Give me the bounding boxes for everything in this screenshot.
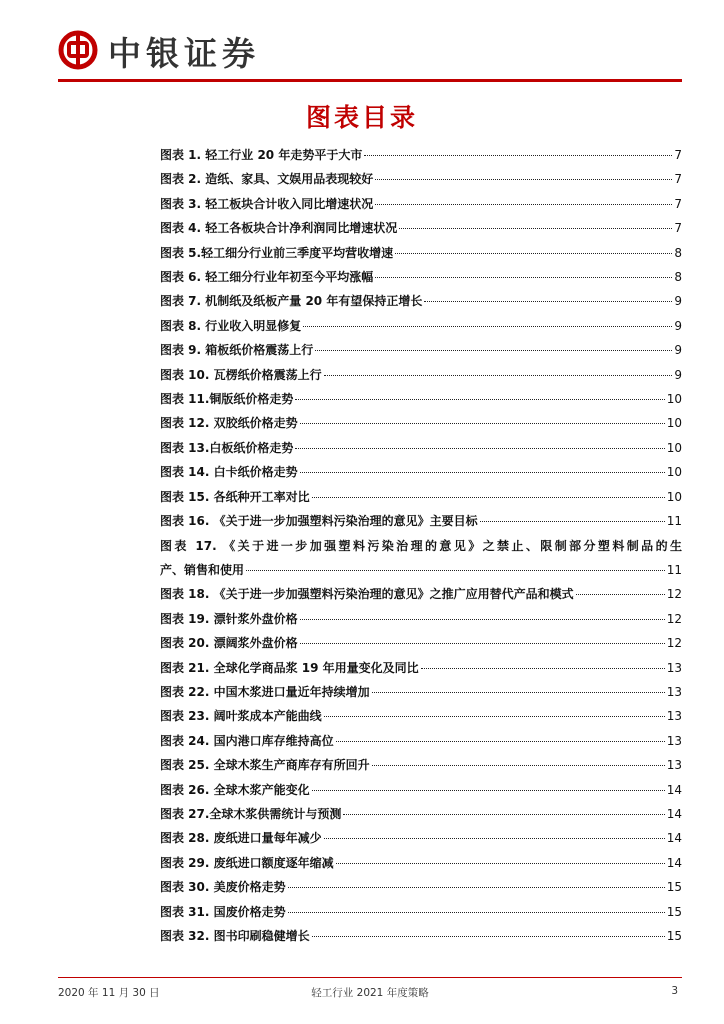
- toc-entry[interactable]: [160, 143, 682, 167]
- toc-entry[interactable]: [160, 607, 682, 631]
- toc-entry-page: 14: [666, 806, 682, 821]
- dot-leader: [336, 741, 665, 742]
- bank-of-china-logo-icon: [58, 30, 98, 70]
- toc-entry[interactable]: [160, 534, 682, 583]
- toc-entry-label: 图表 14. 白卡纸价格走势: [160, 465, 298, 480]
- dot-leader: [295, 399, 664, 400]
- dot-leader: [375, 179, 672, 180]
- toc-entry-label: 图表 23. 阔叶浆成本产能曲线: [160, 709, 322, 724]
- dot-leader: [336, 863, 665, 864]
- dot-leader: [576, 594, 665, 595]
- dot-leader: [395, 253, 672, 254]
- toc-entry-page: 13: [666, 660, 682, 675]
- toc-entry-page: 12: [666, 611, 682, 626]
- toc-entry-page: 15: [666, 904, 682, 919]
- toc-entry-page: 13: [666, 758, 682, 773]
- toc-entry-label: 图表 3. 轻工板块合计收入同比增速状况: [160, 196, 374, 211]
- toc-entry-page: 12: [666, 636, 682, 651]
- toc-entry-page: 14: [666, 855, 682, 870]
- toc-entry-label: 图表 18. 《关于进一步加强塑料污染治理的意见》之推广应用替代产品和模式: [160, 587, 574, 602]
- toc-entry[interactable]: [160, 631, 682, 655]
- toc-entry[interactable]: [160, 704, 682, 728]
- toc-entry-label: 图表 26. 全球木浆产能变化: [160, 782, 310, 797]
- toc-entry[interactable]: [160, 826, 682, 850]
- toc-entry[interactable]: [160, 778, 682, 802]
- dot-leader: [300, 472, 665, 473]
- dot-leader: [375, 204, 672, 205]
- toc-entry[interactable]: [160, 216, 682, 240]
- toc-entry-page: 7: [674, 221, 682, 236]
- dot-leader: [300, 643, 665, 644]
- toc-entry-label: 图表 25. 全球木浆生产商库存有所回升: [160, 758, 370, 773]
- toc-entry-page: 7: [674, 196, 682, 211]
- toc-entry-label: 图表 32. 图书印刷稳健增长: [160, 929, 310, 943]
- toc-entry-page: 14: [666, 782, 682, 797]
- dot-leader: [343, 814, 664, 815]
- toc-entry[interactable]: [160, 680, 682, 704]
- toc-entry[interactable]: [160, 851, 682, 875]
- dot-leader: [246, 570, 665, 571]
- toc-entry-page: 11: [666, 514, 682, 529]
- toc-entry-label: 图表 4. 轻工各板块合计净利润同比增速状况: [160, 221, 398, 236]
- dot-leader: [312, 497, 665, 498]
- toc-entry[interactable]: [160, 460, 682, 484]
- toc-entry-page: 15: [666, 929, 682, 943]
- toc-entry[interactable]: [160, 729, 682, 753]
- toc-entry-page: 11: [666, 562, 682, 577]
- toc-entry-page: 13: [666, 709, 682, 724]
- footer-rule: [58, 977, 682, 978]
- toc-entry-label: 图表 6. 轻工细分行业年初至今平均涨幅: [160, 270, 374, 285]
- toc-entry[interactable]: [160, 314, 682, 338]
- toc-entry-label: 图表 9. 箱板纸价格震荡上行: [160, 343, 314, 358]
- toc-entry[interactable]: [160, 509, 682, 533]
- toc-entry-page: 15: [666, 880, 682, 895]
- toc-entry-page: 9: [674, 294, 682, 309]
- toc-entry-label: 图表 8. 行业收入明显修复: [160, 318, 302, 333]
- toc-entry-label: 图表 16. 《关于进一步加强塑料污染治理的意见》主要目标: [160, 514, 478, 529]
- table-of-figures: [160, 143, 682, 948]
- toc-entry[interactable]: [160, 241, 682, 265]
- footer-date: 2020 年 11 月 30 日: [58, 987, 160, 999]
- toc-entry[interactable]: [160, 338, 682, 362]
- toc-entry[interactable]: [160, 802, 682, 826]
- toc-entry-page: 9: [674, 343, 682, 358]
- toc-entry[interactable]: [160, 289, 682, 313]
- dot-leader: [288, 887, 665, 888]
- toc-entry-label: 图表 2. 造纸、家具、文娱用品表现较好: [160, 172, 374, 187]
- toc-entry-page: 10: [666, 416, 682, 431]
- toc-entry-page: 10: [666, 465, 682, 480]
- page-header: [58, 22, 678, 78]
- toc-entry-label: 图表 15. 各纸种开工率对比: [160, 489, 310, 504]
- dot-leader: [295, 448, 664, 449]
- dot-leader: [300, 619, 665, 620]
- toc-entry-label: 图表 21. 全球化学商品浆 19 年用量变化及同比: [160, 660, 419, 675]
- dot-leader: [315, 350, 672, 351]
- toc-entry[interactable]: [160, 436, 682, 460]
- brand-name: 中银证券: [108, 34, 260, 73]
- dot-leader: [312, 936, 665, 937]
- toc-entry-label: 图表 12. 双胶纸价格走势: [160, 416, 298, 431]
- toc-entry-page: 10: [666, 440, 682, 455]
- toc-entry[interactable]: [160, 265, 682, 289]
- toc-entry[interactable]: [160, 192, 682, 216]
- toc-entry-label: 图表 28. 废纸进口量每年减少: [160, 831, 322, 846]
- toc-entry[interactable]: [160, 363, 682, 387]
- dot-leader: [324, 716, 665, 717]
- toc-entry[interactable]: [160, 582, 682, 606]
- toc-entry-label: 图表 7. 机制纸及纸板产量 20 年有望保持正增长: [160, 294, 423, 309]
- dot-leader: [424, 301, 672, 302]
- toc-entry-page: 10: [666, 489, 682, 504]
- toc-entry[interactable]: [160, 900, 682, 924]
- footer-report-title: 轻工行业 2021 年度策略: [311, 987, 429, 999]
- toc-entry[interactable]: [160, 485, 682, 509]
- toc-entry-label: 图表 11.铜版纸价格走势: [160, 392, 294, 407]
- toc-entry-label: 图表 31. 国废价格走势: [160, 904, 286, 919]
- toc-entry-label: 图表 30. 美废价格走势: [160, 880, 286, 895]
- dot-leader: [324, 375, 673, 376]
- dot-leader: [324, 838, 665, 839]
- toc-entry-label: 图表 10. 瓦楞纸价格震荡上行: [160, 367, 322, 382]
- toc-entry[interactable]: [160, 411, 682, 435]
- toc-entry-label: 图表 22. 中国木浆进口量近年持续增加: [160, 684, 370, 699]
- toc-entry[interactable]: [160, 753, 682, 777]
- toc-entry-page: 7: [674, 172, 682, 187]
- toc-entry-label: 图表 20. 漂阔浆外盘价格: [160, 636, 298, 651]
- toc-entry-page: 9: [674, 318, 682, 333]
- toc-entry-page: 10: [666, 392, 682, 407]
- page-title: 图表目录: [305, 103, 418, 132]
- toc-entry-page: 8: [674, 245, 682, 260]
- header-rule: [58, 79, 682, 82]
- toc-entry[interactable]: [160, 875, 682, 899]
- dot-leader: [421, 668, 665, 669]
- toc-entry[interactable]: [160, 387, 682, 411]
- toc-entry-page: 13: [666, 733, 682, 748]
- toc-entry-page: 13: [666, 684, 682, 699]
- toc-entry-label: 产、销售和使用: [160, 562, 245, 577]
- toc-entry-label: 图表 24. 国内港口库存维持高位: [160, 733, 334, 748]
- dot-leader: [480, 521, 665, 522]
- toc-entry-page: 8: [674, 270, 682, 285]
- toc-entry[interactable]: [160, 656, 682, 680]
- dot-leader: [303, 326, 672, 327]
- dot-leader: [364, 155, 672, 156]
- toc-entry[interactable]: [160, 167, 682, 191]
- toc-entry-page: 7: [674, 148, 682, 162]
- toc-entry-label: 图表 5.轻工细分行业前三季度平均营收增速: [160, 245, 394, 260]
- dot-leader: [312, 790, 665, 791]
- dot-leader: [288, 912, 665, 913]
- toc-entry-label: 图表 13.白板纸价格走势: [160, 440, 294, 455]
- toc-entry-label: 图表 19. 漂针浆外盘价格: [160, 611, 298, 626]
- footer-page-number: 3: [671, 985, 678, 997]
- toc-entry-label-line1: 图表 17. 《关于进一步加强塑料污染治理的意见》之禁止、限制部分塑料制品的生: [160, 538, 682, 553]
- toc-entry-label: 图表 1. 轻工行业 20 年走势平于大市: [160, 148, 363, 162]
- dot-leader: [372, 765, 665, 766]
- toc-entry-label: 图表 29. 废纸进口额度逐年缩减: [160, 855, 334, 870]
- dot-leader: [399, 228, 672, 229]
- toc-entry-page: 12: [666, 587, 682, 602]
- dot-leader: [372, 692, 665, 693]
- toc-entry[interactable]: [160, 924, 682, 948]
- dot-leader: [300, 423, 665, 424]
- toc-entry-label: 图表 27.全球木浆供需统计与预测: [160, 806, 342, 821]
- dot-leader: [375, 277, 672, 278]
- toc-entry-page: 9: [674, 367, 682, 382]
- toc-entry-page: 14: [666, 831, 682, 846]
